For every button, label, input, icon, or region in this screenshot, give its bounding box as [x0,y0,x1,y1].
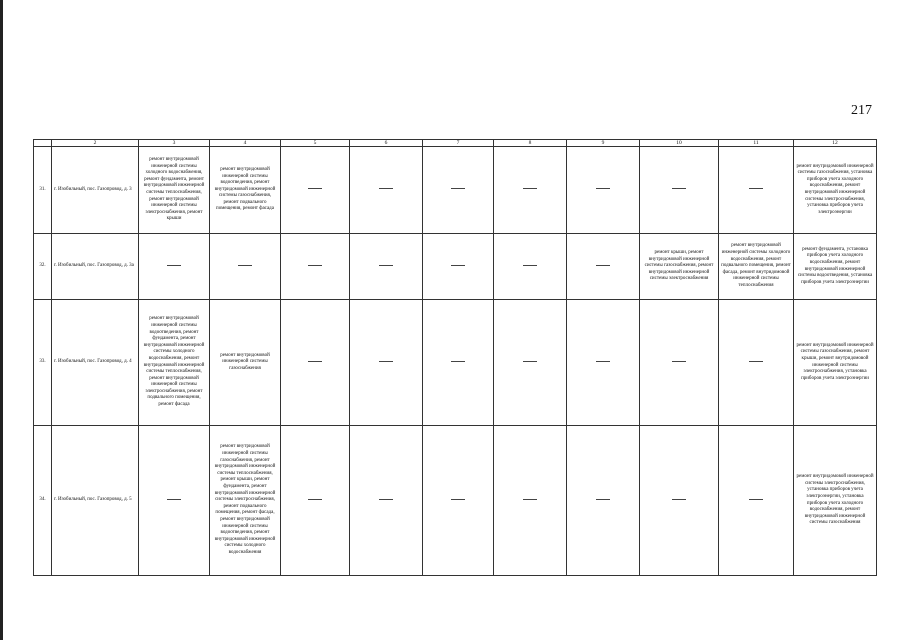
empty-dash-cell [139,234,210,300]
column-number-7: 7 [423,140,494,147]
dash-mark [379,499,393,500]
empty-dash-cell [640,300,719,426]
empty-dash-cell [423,426,494,576]
empty-dash-cell [281,147,350,234]
dash-mark [672,188,686,189]
empty-dash-cell [423,234,494,300]
dash-mark [308,361,322,362]
table-row [34,300,877,426]
work-list-cell: ремонт внутридомовой инженерной системы водоотведения, ремонт внутридомовой инженерной системы газоснабжения, ремонт подвального помещения, ремонт фасада [210,147,281,234]
empty-dash-cell [567,234,640,300]
dash-mark [596,265,610,266]
address-cell: г. Изобильный, пос. Газопровод, д. 5 [52,426,139,576]
dash-mark [672,499,686,500]
column-number-5: 5 [281,140,350,147]
work-list-cell: ремонт крыши, ремонт внутридомовой инженерной системы газоснабжения, ремонт внутридомовой инженерной системы электроснабжения [640,234,719,300]
empty-dash-cell [640,426,719,576]
column-number-9: 9 [567,140,640,147]
address-cell: г. Изобильный, пос. Газопровод, д. 3 [52,147,139,234]
work-list-cell: ремонт внутридомовой инженерной системы водоотведения, ремонт фундамента, ремонт внутридомовой инженерной системы холодного водоснабжения, ремонт внутридомовой инженерной системы теплоснабжения, ремонт внутридомовой инженерной системы электроснабжения, ремонт подвального помещения, ремонт фасада [139,300,210,426]
column-number-row [34,140,877,147]
dash-mark [451,265,465,266]
empty-dash-cell [423,300,494,426]
empty-dash-cell [567,300,640,426]
empty-dash-cell [567,147,640,234]
dash-mark [596,361,610,362]
dash-mark [238,265,252,266]
empty-dash-cell [640,147,719,234]
dash-mark [596,188,610,189]
empty-dash-cell [350,147,423,234]
dash-mark [749,499,763,500]
row-number: 31. [34,147,52,234]
work-list-cell: ремонт внутридомовой инженерной системы холодного водоснабжения, ремонт фундамента, ремонт внутридомовой инженерной системы теплоснабжения, ремонт внутридомовой инженерной системы электроснабжения, ремонт крыши [139,147,210,234]
dash-mark [451,361,465,362]
column-number-2: 2 [52,140,139,147]
dash-mark [167,265,181,266]
work-list-cell: ремонт внутридомовой инженерной системы газоснабжения, ремонт внутридомовой инженерной системы теплоснабжения, ремонт крыши, ремонт фундамента, ремонт внутридомовой инженерной системы электроснабжения, ремонт подвального помещения, ремонт фасада, ремонт внутридомовой инженерной системы водоотведения, ремонт внутридомовой инженерной системы холодного водоснабжения [210,426,281,576]
dash-mark [749,361,763,362]
dash-mark [523,188,537,189]
dash-mark [308,188,322,189]
column-number-8: 8 [494,140,567,147]
empty-dash-cell [494,234,567,300]
empty-dash-cell [494,147,567,234]
row-number: 33. [34,300,52,426]
address-cell: г. Изобильный, пос. Газопровод, д. 3а [52,234,139,300]
column-number-10: 10 [640,140,719,147]
dash-mark [523,361,537,362]
empty-dash-cell [281,234,350,300]
dash-mark [523,499,537,500]
empty-dash-cell [719,147,794,234]
empty-dash-cell [281,300,350,426]
dash-mark [379,265,393,266]
empty-dash-cell [139,426,210,576]
empty-dash-cell [494,426,567,576]
dash-mark [451,188,465,189]
work-list-cell: ремонт внутридомовой инженерной системы газоснабжения [210,300,281,426]
empty-dash-cell [350,426,423,576]
address-cell: г. Изобильный, пос. Газопровод, д. 4 [52,300,139,426]
row-number: 32. [34,234,52,300]
column-number-6: 6 [350,140,423,147]
dash-mark [672,361,686,362]
empty-dash-cell [210,234,281,300]
dash-mark [451,499,465,500]
table-row [34,234,877,300]
table-row [34,147,877,234]
column-number-3: 3 [139,140,210,147]
empty-dash-cell [494,300,567,426]
dash-mark [379,361,393,362]
page-binding-edge [0,0,3,640]
dash-mark [308,499,322,500]
empty-dash-cell [350,234,423,300]
empty-dash-cell [350,300,423,426]
work-list-cell: ремонт внутридомовой инженерной системы холодного водоснабжения, ремонт подвального помещения, ремонт фасада, ремонт внутридомовой инженерной системы теплоснабжения [719,234,794,300]
work-list-cell: ремонт фундамента, установка приборов учета холодного водоснабжения, ремонт внутридомовой инженерной системы водоотведения, установка приборов учета электроэнергии [794,234,877,300]
dash-mark [167,499,181,500]
work-list-cell: ремонт внутридомовой инженерной системы газоснабжения, ремонт крыши, ремонт внутридомовой инженерной системы электроснабжения, установка приборов учета электроэнергии [794,300,877,426]
column-number-12: 12 [794,140,877,147]
empty-dash-cell [719,426,794,576]
dash-mark [379,188,393,189]
empty-dash-cell [423,147,494,234]
empty-dash-cell [567,426,640,576]
work-list-cell: ремонт внутридомовой инженерной системы электроснабжения, установка приборов учета электроэнергии, установка приборов учета холодного водоснабжения, ремонт внутридомовой инженерной системы газоснабжения [794,426,877,576]
repair-schedule-table [33,139,877,576]
dash-mark [523,265,537,266]
table-row [34,426,877,576]
empty-dash-cell [281,426,350,576]
work-list-cell: ремонт внутридомовой инженерной системы газоснабжения, установка приборов учета холодного водоснабжения, ремонт внутридомовой инженерной системы электроснабжения, установка приборов учета электроэнергии [794,147,877,234]
column-number-11: 11 [719,140,794,147]
column-number-1 [34,140,52,147]
empty-dash-cell [719,300,794,426]
dash-mark [308,265,322,266]
page-number: 217 [851,103,872,118]
dash-mark [596,499,610,500]
row-number: 34. [34,426,52,576]
dash-mark [749,188,763,189]
column-number-4: 4 [210,140,281,147]
